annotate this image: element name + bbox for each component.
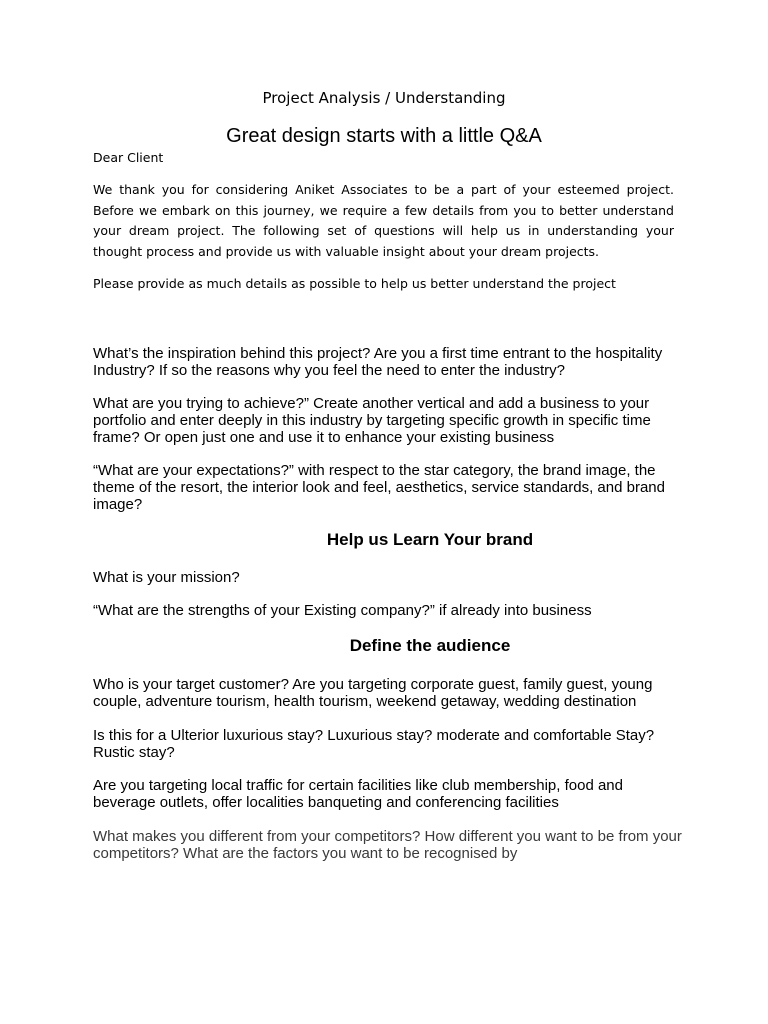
intro-paragraph: We thank you for considering Aniket Associates to be a part of your esteemed project. Before we embark on this journey, we require a few details from you to better understand your dream project. The following set of questions will help us in understanding your thought process and provide us with valuable insight about your dream projects.: [93, 182, 674, 259]
question-inspiration: What’s the inspiration behind this project? Are you a first time entrant to the hospitality Industry? If so the reasons why you feel the need to enter the industry?: [93, 345, 663, 379]
question-local-traffic: Are you targeting local traffic for certain facilities like club membership, food and beverage outlets, offer localities banqueting and conferencing facilities: [93, 777, 623, 811]
section-title-brand: Help us Learn Your brand: [326, 530, 534, 549]
question-differentiation: What makes you different from your competitors? How different you want to be from your competitors? What are the factors you want to be recognised by: [93, 828, 682, 862]
question-expectations: “What are your expectations?” with respect to the star category, the brand image, the theme of the resort, the interior look and feel, aesthetics, service standards, and brand image?: [93, 462, 665, 513]
question-stay-type: Is this for a Ulterior luxurious stay? Luxurious stay? moderate and comfortable Stay? Rustic stay?: [93, 727, 655, 761]
request-paragraph: Please provide as much details as possible to help us better understand the project: [93, 276, 616, 291]
question-mission: What is your mission?: [93, 569, 240, 586]
question-strengths: “What are the strengths of your Existing company?” if already into business: [93, 602, 592, 619]
document-title: Great design starts with a little Q&A: [226, 125, 542, 147]
question-target-customer: Who is your target customer? Are you targeting corporate guest, family guest, young couple, adventure tourism, health tourism, weekend getaway, wedding destination: [93, 676, 653, 710]
question-achieve: What are you trying to achieve?” Create another vertical and add a business to your portfolio and enter deeply in this industry by targeting specific growth in specific time frame? Or open just one and use it to enhance your existing business: [93, 395, 651, 446]
salutation: Dear Client: [93, 150, 164, 165]
section-title-audience: Define the audience: [349, 636, 511, 655]
document-heading: Project Analysis / Understanding: [262, 89, 506, 107]
